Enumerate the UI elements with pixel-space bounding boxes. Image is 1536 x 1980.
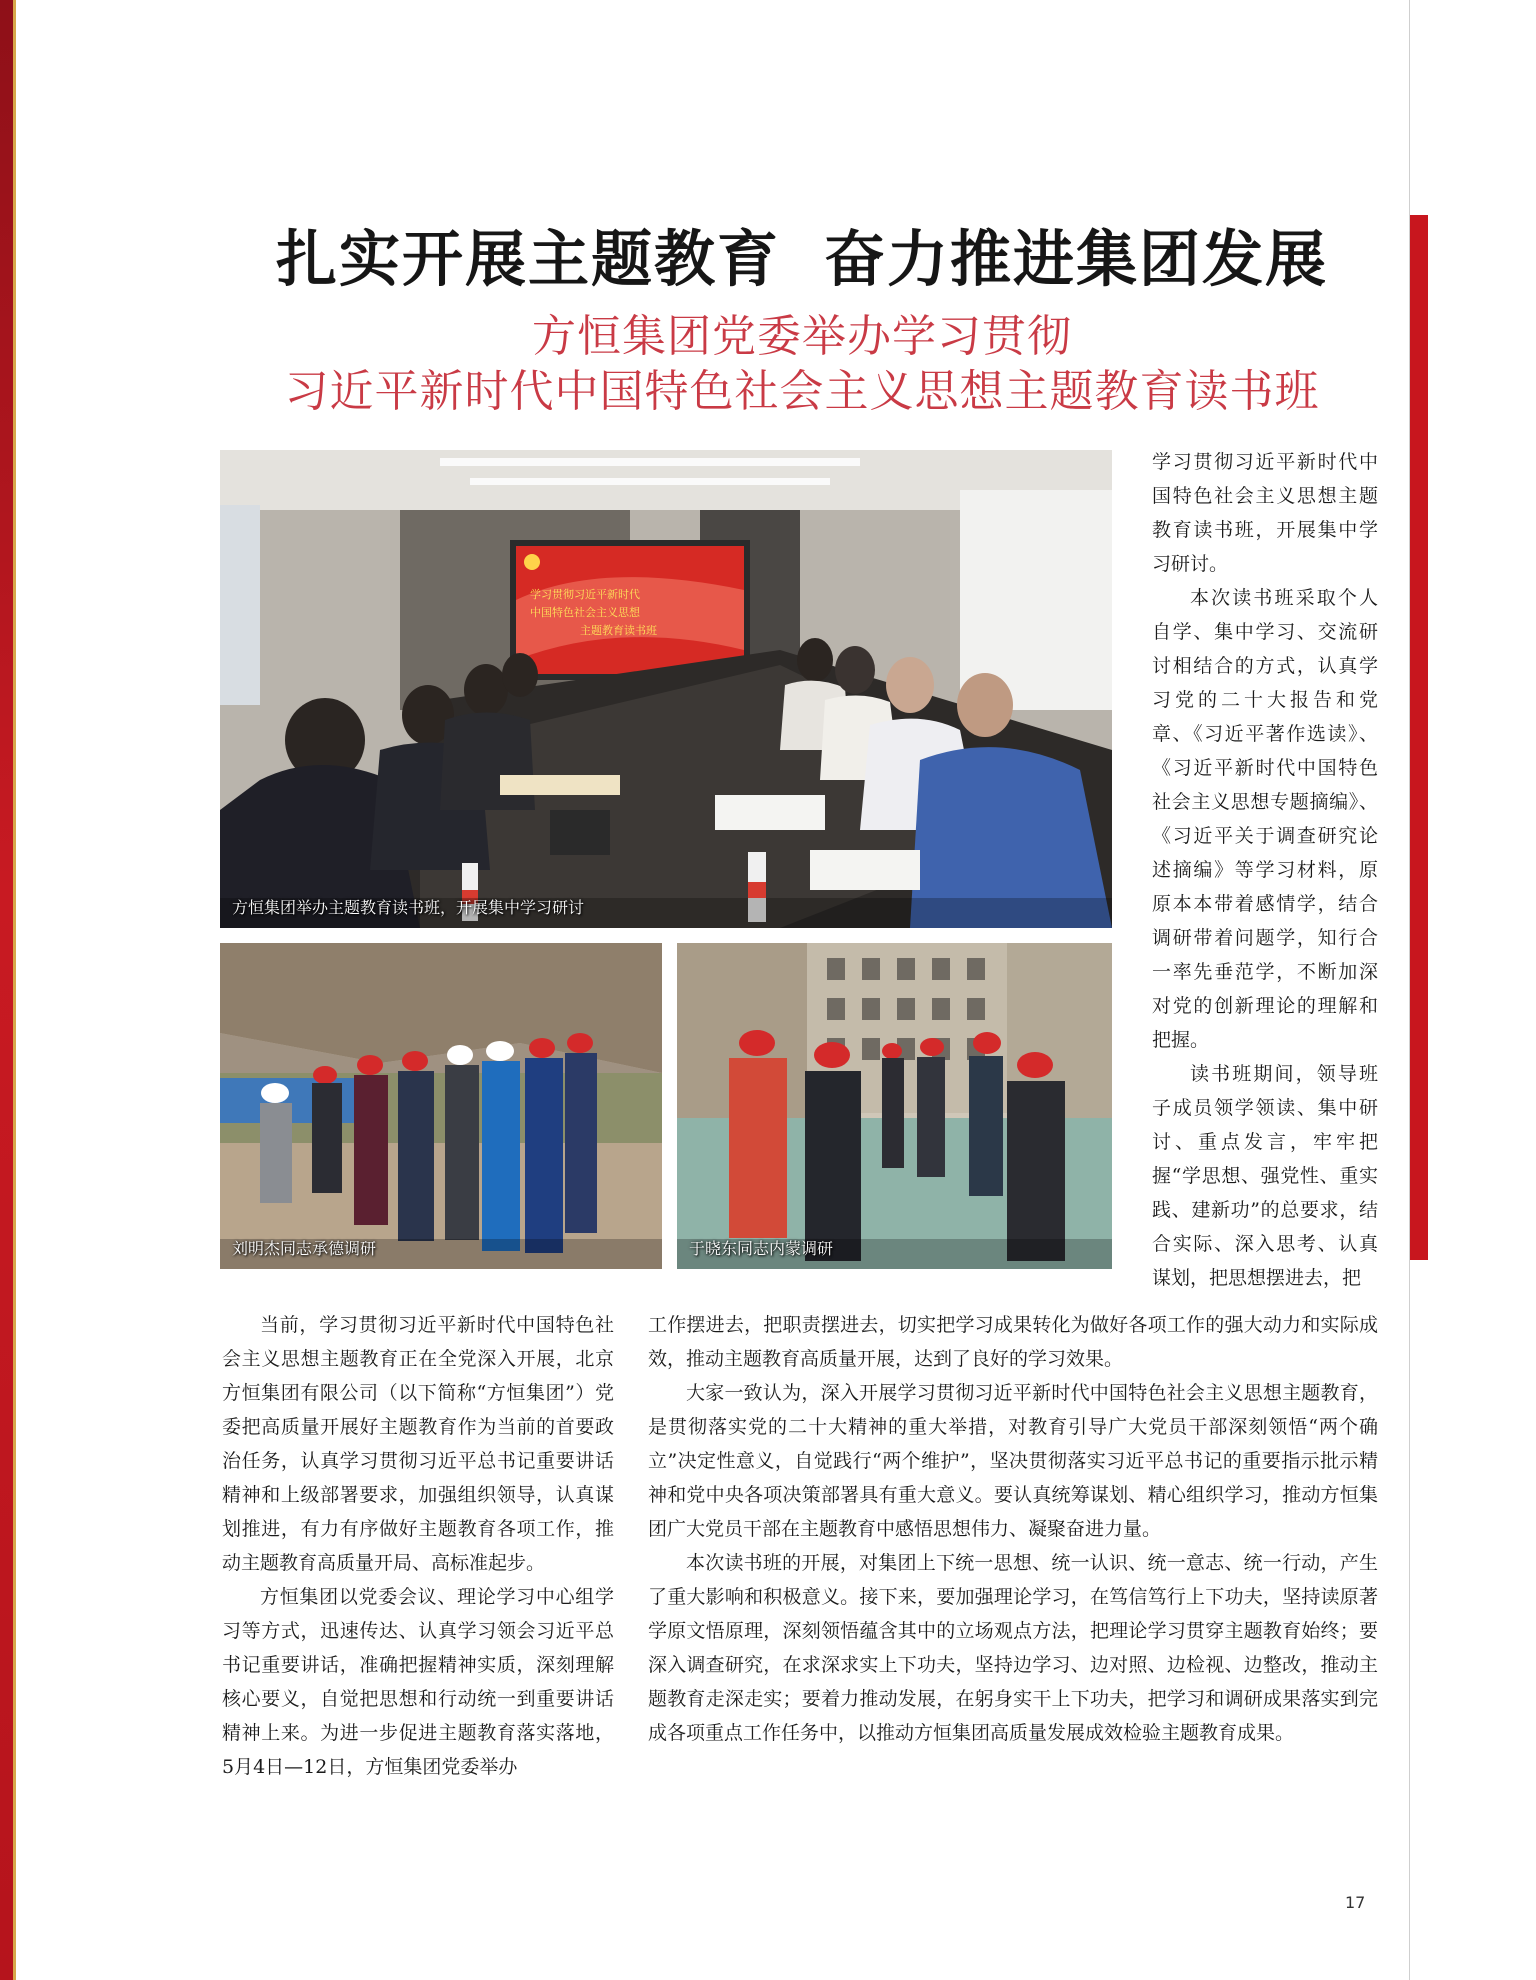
screen-text-line3: 主题教育读书班 [580,624,657,637]
right-accent-bar [1410,215,1428,1260]
screen-text-line2: 中国特色社会主义思想 [530,606,640,619]
left-edge-gold-line [13,0,16,1980]
body-paragraph: 本次读书班采取个人自学、集中学习、交流研讨相结合的方式，认真学习党的二十大报告和党章、《习近平著作选读》、《习近平新时代中国特色社会主义思想专题摘编》、《习近平关于调查研究论述摘编》等学习材料，原原本本带着感情学，结合调研带着问题学，知行合一率先垂范学，不断加深对党的创新理论的理解和把握。 [1152,587,1378,1051]
body-paragraph: 方恒集团以党委会议、理论学习中心组学习等方式，迅速传达、认真学习领会习近平总书记重要讲话，准确把握精神实质，深刻理解核心要义，自觉把思想和行动统一到重要讲话精神上来。为进一步促进主题教育落实落地，5月4日—12日，方恒集团党委举办 [222,1586,614,1778]
body-paragraph: 大家一致认为，深入开展学习贯彻习近平新时代中国特色社会主义思想主题教育，是贯彻落实党的二十大精神的重大举措，对教育引导广大党员干部深刻领悟“两个确立”决定性意义，自觉践行“两个维护”，坚决贯彻落实习近平总书记的重要指示批示精神和党中央各项决策部署具有重大意义。要认真统筹谋划、精心组织学习，推动方恒集团广大党员干部在主题教育中感悟思想伟力、凝聚奋进力量。 [648,1382,1378,1540]
chengde-photo-caption: 刘明杰同志承德调研 [232,1239,377,1258]
screen-text-line1: 学习贯彻习近平新时代 [530,588,640,601]
article-subtitle-line2: 习近平新时代中国特色社会主义思想主题教育读书班 [284,366,1320,417]
left-column-text [222,1308,614,1784]
page-number: 17 [1345,1893,1366,1912]
body-paragraph: 当前，学习贯彻习近平新时代中国特色社会主义思想主题教育正在全党深入开展，北京方恒集团有限公司（以下简称“方恒集团”）党委把高质量开展好主题教育作为当前的首要政治任务，认真学习贯彻习近平总书记重要讲话精神和上级部署要求，加强组织领导，认真谋划推进，有力有序做好主题教育各项工作，推动主题教育高质量开局、高标准起步。 [222,1314,614,1574]
body-paragraph: 学习贯彻习近平新时代中国特色社会主义思想主题教育读书班，开展集中学习研讨。 [1152,451,1378,575]
inner-mongolia-photo-caption: 于晓东同志内蒙调研 [689,1239,834,1258]
article-subtitle-line1: 方恒集团党委举办学习贯彻 [532,311,1072,362]
body-paragraph: 本次读书班的开展，对集团上下统一思想、统一认识、统一意志、统一行动，产生了重大影响和积极意义。接下来，要加强理论学习，在笃信笃行上下功夫，坚持读原著学原文悟原理，深刻领悟蕴含其中的立场观点方法，把理论学习贯穿主题教育始终；要深入调查研究，在求深求实上下功夫，坚持边学习、边对照、边检视、边整改，推动主题教育走深走实；要着力推动发展，在躬身实干上下功夫，把学习和调研成果落实到完成各项重点工作任务中，以推动方恒集团高质量发展成效检验主题教育成果。 [648,1552,1378,1744]
body-paragraph: 工作摆进去，把职责摆进去，切实把学习成果转化为做好各项工作的强大动力和实际成效，推动主题教育高质量开展，达到了良好的学习效果。 [648,1314,1378,1370]
meeting-photo-caption: 方恒集团举办主题教育读书班，开展集中学习研讨 [232,898,585,917]
inspection-photo-inner-mongolia [677,943,1112,1269]
meeting-photo [220,450,1112,928]
inspection-photo-chengde [220,943,662,1269]
right-column-bottom-text [648,1308,1378,1750]
right-column-top-text [1152,445,1378,1295]
article-title: 扎实开展主题教育 奋力推进集团发展 [275,224,1329,295]
left-edge-red-strip [0,0,13,1980]
body-paragraph: 读书班期间，领导班子成员领学领读、集中研讨、重点发言，牢牢把握“学思想、强党性、重实践、建新功”的总要求，结合实际、深入思考、认真谋划，把思想摆进去，把 [1152,1063,1378,1289]
